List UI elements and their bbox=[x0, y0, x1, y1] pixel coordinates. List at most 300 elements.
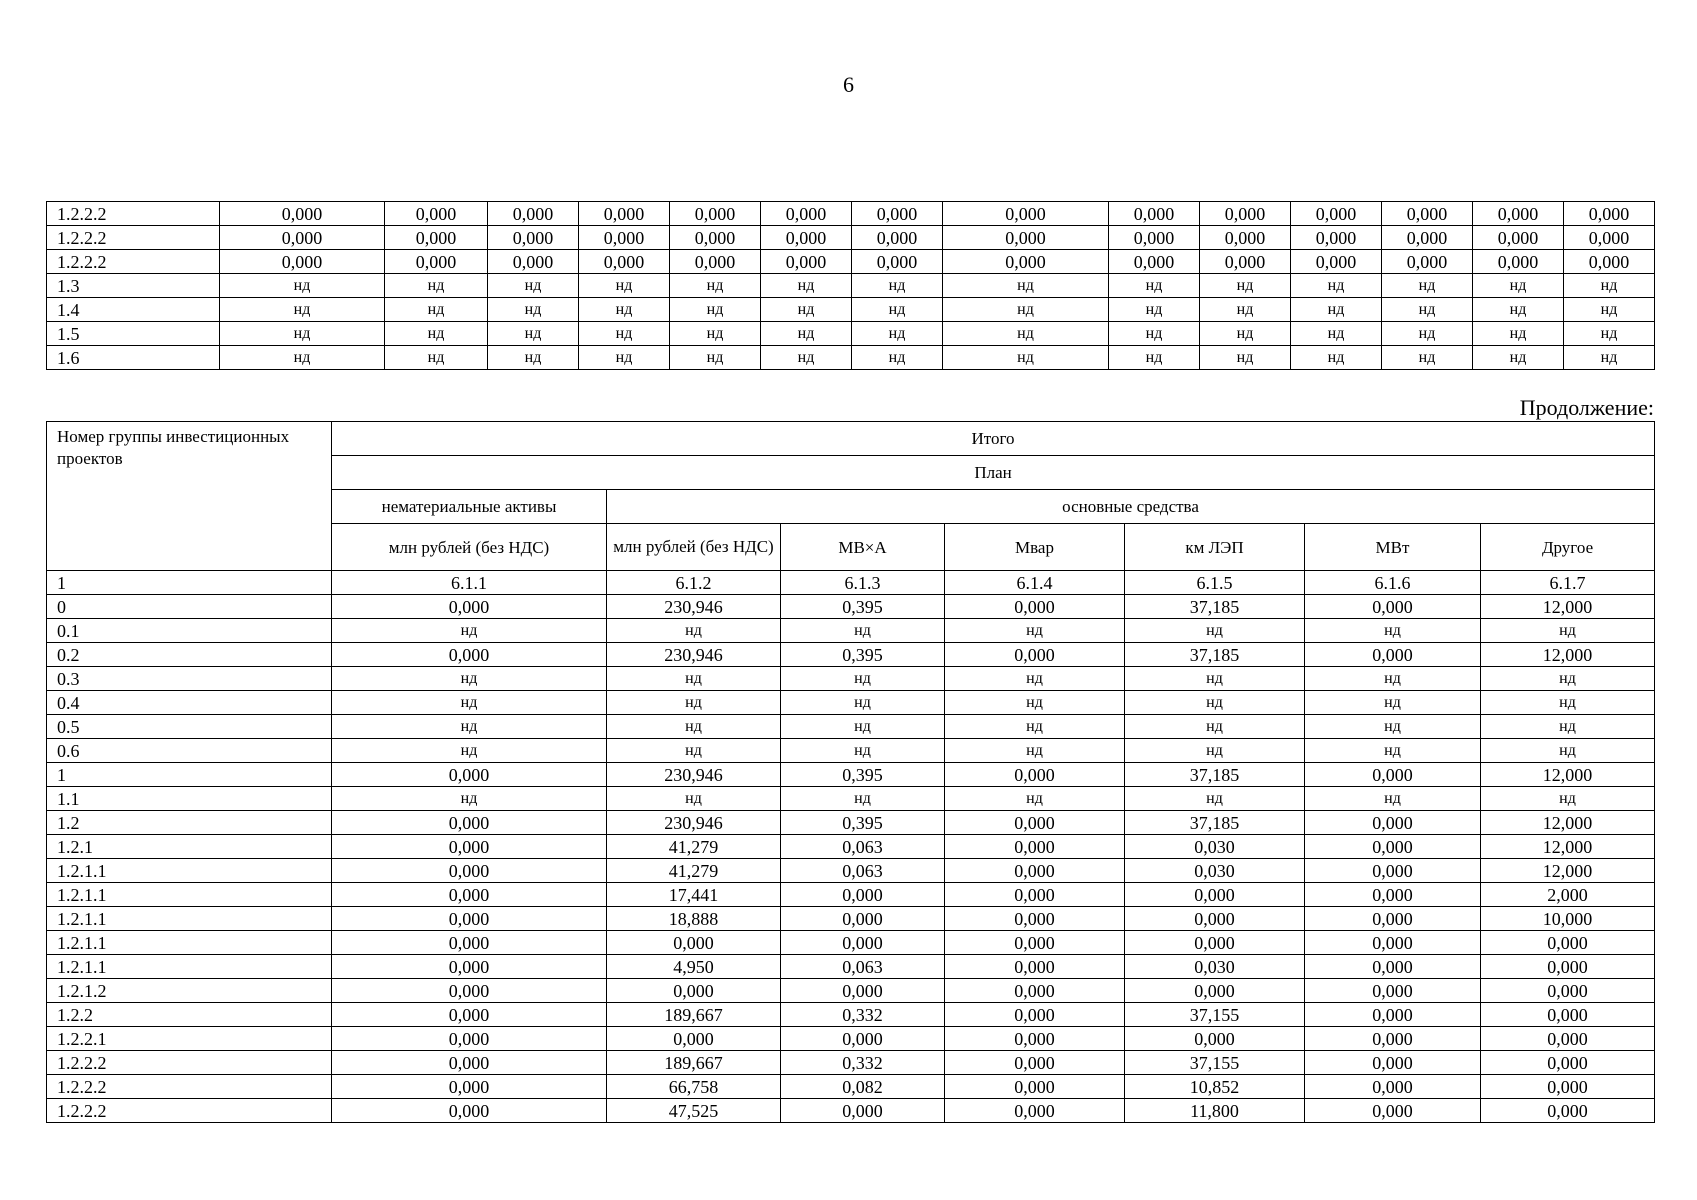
table-cell: 12,000 bbox=[1481, 595, 1655, 619]
row-label-cell: 0.3 bbox=[47, 667, 332, 691]
table-row bbox=[47, 619, 1655, 643]
table-cell: 0,000 bbox=[332, 1027, 607, 1051]
row-label-cell: 1.5 bbox=[47, 322, 220, 346]
table-cell: 0,000 bbox=[1305, 883, 1481, 907]
table-cell: 0,000 bbox=[332, 1075, 607, 1099]
table-cell: нд bbox=[579, 322, 670, 346]
row-label-cell: 0 bbox=[47, 595, 332, 619]
table-cell: 10,852 bbox=[1125, 1075, 1305, 1099]
table-cell: 0,000 bbox=[945, 1099, 1125, 1123]
group-number-header: Номер группы инвестиционных проектов bbox=[47, 422, 332, 571]
table-cell: нд bbox=[1305, 787, 1481, 811]
table-cell: 189,667 bbox=[607, 1051, 781, 1075]
table-cell: 0,000 bbox=[1305, 1099, 1481, 1123]
table-cell: 0,000 bbox=[1109, 202, 1200, 226]
unit-header: млн рублей (без НДС) bbox=[607, 524, 781, 571]
table-cell: нд bbox=[670, 322, 761, 346]
unit-header: МВт bbox=[1305, 524, 1481, 571]
main-data-table bbox=[46, 421, 1655, 1123]
table-cell: нд bbox=[1291, 274, 1382, 298]
table-cell: нд bbox=[332, 715, 607, 739]
table-cell: 37,185 bbox=[1125, 763, 1305, 787]
table-cell: 0,000 bbox=[220, 226, 385, 250]
table-cell: 0,000 bbox=[1200, 226, 1291, 250]
table-cell: 0,000 bbox=[607, 931, 781, 955]
table-cell: 0,000 bbox=[1481, 1075, 1655, 1099]
table-cell: 0,000 bbox=[1109, 226, 1200, 250]
table-cell: 6.1.6 bbox=[1305, 571, 1481, 595]
row-label-cell: 1.2.2.2 bbox=[47, 250, 220, 274]
table-cell: нд bbox=[670, 346, 761, 370]
table-cell: нд bbox=[332, 619, 607, 643]
table-cell: 0,030 bbox=[1125, 835, 1305, 859]
table-cell: 0,000 bbox=[1305, 955, 1481, 979]
table-cell: 0,000 bbox=[332, 595, 607, 619]
table-cell: 0,000 bbox=[1564, 202, 1655, 226]
table-cell: 0,000 bbox=[945, 811, 1125, 835]
table-cell: 0,000 bbox=[945, 595, 1125, 619]
table-cell: нд bbox=[1125, 667, 1305, 691]
table-cell: нд bbox=[488, 322, 579, 346]
row-label-cell: 1.2.1.2 bbox=[47, 979, 332, 1003]
table-cell: 12,000 bbox=[1481, 811, 1655, 835]
table-cell: 0,000 bbox=[1305, 1075, 1481, 1099]
table-cell: нд bbox=[781, 739, 945, 763]
table-row bbox=[47, 667, 1655, 691]
table-cell: 18,888 bbox=[607, 907, 781, 931]
table-cell: нд bbox=[1481, 691, 1655, 715]
table-cell: нд bbox=[781, 787, 945, 811]
page-number: 6 bbox=[843, 72, 854, 97]
table-cell: 0,000 bbox=[1125, 931, 1305, 955]
row-label-cell: 1.2.2.2 bbox=[47, 226, 220, 250]
table-cell: нд bbox=[945, 715, 1125, 739]
table-row bbox=[47, 859, 1655, 883]
table-cell: 230,946 bbox=[607, 763, 781, 787]
table-cell: нд bbox=[1305, 619, 1481, 643]
table-row bbox=[47, 346, 1655, 370]
table-cell: нд bbox=[488, 274, 579, 298]
table-cell: 0,000 bbox=[1125, 907, 1305, 931]
table-cell: 6.1.3 bbox=[781, 571, 945, 595]
table-cell: нд bbox=[781, 691, 945, 715]
table-cell: нд bbox=[1125, 619, 1305, 643]
table-cell: 0,000 bbox=[220, 202, 385, 226]
table-cell: 10,000 bbox=[1481, 907, 1655, 931]
table-cell: 0,000 bbox=[761, 250, 852, 274]
table-row bbox=[47, 1003, 1655, 1027]
table-cell: нд bbox=[579, 298, 670, 322]
fixed-assets-header: основные средства bbox=[607, 490, 1655, 524]
table-cell: нд bbox=[607, 787, 781, 811]
table-cell: 0,000 bbox=[332, 931, 607, 955]
table-row bbox=[47, 1051, 1655, 1075]
table-cell: нд bbox=[852, 346, 943, 370]
intangible-assets-header: нематериальные активы bbox=[332, 490, 607, 524]
table-cell: нд bbox=[332, 691, 607, 715]
table-cell: 0,000 bbox=[488, 250, 579, 274]
table-cell: 0,000 bbox=[1125, 1027, 1305, 1051]
row-label-cell: 1.2.1.1 bbox=[47, 955, 332, 979]
table-cell: нд bbox=[1473, 346, 1564, 370]
table-cell: 230,946 bbox=[607, 595, 781, 619]
table-row bbox=[47, 979, 1655, 1003]
table-cell: 0,332 bbox=[781, 1051, 945, 1075]
row-label-cell: 1.3 bbox=[47, 274, 220, 298]
table-cell: нд bbox=[1109, 298, 1200, 322]
table-cell: 0,000 bbox=[332, 763, 607, 787]
table-row bbox=[47, 715, 1655, 739]
table-row bbox=[47, 1075, 1655, 1099]
table-row bbox=[47, 1027, 1655, 1051]
table-cell: 0,000 bbox=[332, 883, 607, 907]
unit-header: Мвар bbox=[945, 524, 1125, 571]
table-cell: нд bbox=[607, 619, 781, 643]
row-label-cell: 1.2.1.1 bbox=[47, 859, 332, 883]
table-cell: 47,525 bbox=[607, 1099, 781, 1123]
table-cell: 0,000 bbox=[945, 1027, 1125, 1051]
table-cell: нд bbox=[607, 739, 781, 763]
row-label-cell: 1.2.2.2 bbox=[47, 1051, 332, 1075]
table-cell: 0,000 bbox=[332, 1051, 607, 1075]
continuation-label: Продолжение: bbox=[1519, 395, 1654, 420]
table-cell: 0,000 bbox=[385, 202, 488, 226]
table-cell: нд bbox=[945, 739, 1125, 763]
table-cell: 0,000 bbox=[1564, 250, 1655, 274]
plan-header: План bbox=[332, 456, 1655, 490]
table-cell: нд bbox=[1481, 667, 1655, 691]
row-label-cell: 1.2.1.1 bbox=[47, 883, 332, 907]
table-cell: нд bbox=[1564, 346, 1655, 370]
table-cell: нд bbox=[761, 298, 852, 322]
table-row bbox=[47, 955, 1655, 979]
unit-header: Другое bbox=[1481, 524, 1655, 571]
table-cell: 0,000 bbox=[1481, 955, 1655, 979]
table-row bbox=[47, 322, 1655, 346]
table-cell: 0,082 bbox=[781, 1075, 945, 1099]
table-cell: 0,000 bbox=[1481, 1027, 1655, 1051]
row-label-cell: 1.2 bbox=[47, 811, 332, 835]
table-cell: нд bbox=[607, 667, 781, 691]
table-cell: нд bbox=[852, 322, 943, 346]
table-cell: 0,000 bbox=[781, 907, 945, 931]
table-cell: нд bbox=[1481, 739, 1655, 763]
table-cell: 0,395 bbox=[781, 811, 945, 835]
table-cell: нд bbox=[385, 346, 488, 370]
table-row bbox=[47, 787, 1655, 811]
table-cell: 0,000 bbox=[1481, 1099, 1655, 1123]
table-cell: нд bbox=[1305, 739, 1481, 763]
table-cell: нд bbox=[761, 322, 852, 346]
row-label-cell: 1.2.1 bbox=[47, 835, 332, 859]
table-cell: 6.1.1 bbox=[332, 571, 607, 595]
table-cell: нд bbox=[945, 667, 1125, 691]
table-cell: 0,000 bbox=[1200, 250, 1291, 274]
table-cell: нд bbox=[945, 691, 1125, 715]
table-cell: 0,000 bbox=[607, 979, 781, 1003]
table-cell: 12,000 bbox=[1481, 859, 1655, 883]
table-cell: нд bbox=[385, 298, 488, 322]
table-cell: 0,000 bbox=[1305, 1051, 1481, 1075]
table-row bbox=[47, 907, 1655, 931]
total-header: Итого bbox=[332, 422, 1655, 456]
table-cell: нд bbox=[1109, 322, 1200, 346]
table-cell: нд bbox=[1125, 739, 1305, 763]
table-cell: нд bbox=[1382, 298, 1473, 322]
table-row bbox=[47, 1099, 1655, 1123]
table-cell: 0,000 bbox=[1564, 226, 1655, 250]
row-label-cell: 0.6 bbox=[47, 739, 332, 763]
table-cell: 66,758 bbox=[607, 1075, 781, 1099]
row-label-cell: 0.2 bbox=[47, 643, 332, 667]
table-cell: 0,000 bbox=[332, 979, 607, 1003]
table-cell: нд bbox=[1125, 691, 1305, 715]
table-cell: 37,155 bbox=[1125, 1051, 1305, 1075]
table-cell: 0,000 bbox=[385, 226, 488, 250]
table-row bbox=[47, 643, 1655, 667]
table-row bbox=[47, 202, 1655, 226]
table-cell: 37,185 bbox=[1125, 643, 1305, 667]
table-cell: нд bbox=[781, 667, 945, 691]
table-cell: нд bbox=[607, 691, 781, 715]
row-label-cell: 1.2.2.2 bbox=[47, 1099, 332, 1123]
table-cell: нд bbox=[579, 346, 670, 370]
row-label-cell: 1.6 bbox=[47, 346, 220, 370]
table-cell: 0,000 bbox=[781, 1099, 945, 1123]
table-cell: нд bbox=[332, 787, 607, 811]
table-cell: нд bbox=[781, 619, 945, 643]
table-cell: 0,000 bbox=[1305, 595, 1481, 619]
table-cell: 0,000 bbox=[1473, 202, 1564, 226]
table-cell: 0,000 bbox=[579, 226, 670, 250]
row-label-cell: 0.5 bbox=[47, 715, 332, 739]
table-cell: 0,000 bbox=[1481, 1003, 1655, 1027]
table-cell: 0,000 bbox=[945, 955, 1125, 979]
table-cell: 0,000 bbox=[1305, 1027, 1481, 1051]
table-cell: 0,000 bbox=[1125, 883, 1305, 907]
table-cell: 0,000 bbox=[1305, 811, 1481, 835]
table-cell: 0,000 bbox=[1382, 202, 1473, 226]
table-row bbox=[47, 931, 1655, 955]
table-cell: нд bbox=[1109, 274, 1200, 298]
row-label-cell: 1.2.1.1 bbox=[47, 931, 332, 955]
unit-header: км ЛЭП bbox=[1125, 524, 1305, 571]
table-cell: 0,395 bbox=[781, 595, 945, 619]
table-cell: 0,000 bbox=[781, 979, 945, 1003]
table-cell: 0,030 bbox=[1125, 859, 1305, 883]
table-cell: нд bbox=[1109, 346, 1200, 370]
table-cell: нд bbox=[332, 739, 607, 763]
table-cell: нд bbox=[1125, 715, 1305, 739]
table-cell: нд bbox=[488, 346, 579, 370]
table-cell: 0,000 bbox=[945, 931, 1125, 955]
table-cell: 37,185 bbox=[1125, 811, 1305, 835]
table-cell: 0,000 bbox=[1481, 979, 1655, 1003]
table-cell: 0,000 bbox=[945, 763, 1125, 787]
table-row bbox=[47, 691, 1655, 715]
table-cell: нд bbox=[332, 667, 607, 691]
table-cell: 0,332 bbox=[781, 1003, 945, 1027]
table-row bbox=[47, 298, 1655, 322]
table-cell: 0,000 bbox=[1200, 202, 1291, 226]
table-cell: 230,946 bbox=[607, 643, 781, 667]
table-cell: 0,000 bbox=[1481, 931, 1655, 955]
row-label-cell: 0.4 bbox=[47, 691, 332, 715]
table-cell: нд bbox=[1291, 322, 1382, 346]
table-cell: 0,000 bbox=[332, 835, 607, 859]
table-cell: нд bbox=[220, 346, 385, 370]
table-cell: 0,000 bbox=[1382, 250, 1473, 274]
table-cell: 17,441 bbox=[607, 883, 781, 907]
row-label-cell: 1 bbox=[47, 763, 332, 787]
table-cell: нд bbox=[670, 274, 761, 298]
table-cell: нд bbox=[385, 322, 488, 346]
table-cell: нд bbox=[1382, 274, 1473, 298]
table-row bbox=[47, 595, 1655, 619]
top-data-table bbox=[46, 201, 1655, 370]
table-cell: нд bbox=[781, 715, 945, 739]
row-label-cell: 1.2.2.1 bbox=[47, 1027, 332, 1051]
table-cell: 0,000 bbox=[1473, 250, 1564, 274]
table-cell: 0,395 bbox=[781, 643, 945, 667]
table-cell: нд bbox=[943, 274, 1109, 298]
table-cell: 0,000 bbox=[1305, 1003, 1481, 1027]
table-cell: 37,185 bbox=[1125, 595, 1305, 619]
table-cell: 0,000 bbox=[332, 811, 607, 835]
table-cell: 0,000 bbox=[781, 883, 945, 907]
table-cell: нд bbox=[1564, 274, 1655, 298]
table-cell: нд bbox=[761, 346, 852, 370]
table-cell: нд bbox=[1291, 298, 1382, 322]
table-row bbox=[47, 835, 1655, 859]
table-cell: 0,000 bbox=[1305, 859, 1481, 883]
table-cell: нд bbox=[852, 274, 943, 298]
table-cell: 0,000 bbox=[761, 226, 852, 250]
table-cell: нд bbox=[1125, 787, 1305, 811]
table-cell: нд bbox=[1473, 274, 1564, 298]
table-cell: 0,000 bbox=[1125, 979, 1305, 1003]
table-cell: нд bbox=[1481, 787, 1655, 811]
table-row bbox=[47, 739, 1655, 763]
table-cell: 0,000 bbox=[945, 883, 1125, 907]
table-cell: 0,000 bbox=[488, 202, 579, 226]
table-cell: нд bbox=[943, 298, 1109, 322]
table-cell: 0,000 bbox=[488, 226, 579, 250]
table-cell: 0,000 bbox=[670, 250, 761, 274]
row-label-cell: 1.2.1.1 bbox=[47, 907, 332, 931]
table-cell: нд bbox=[1382, 346, 1473, 370]
table-cell: 0,000 bbox=[945, 907, 1125, 931]
row-label-cell: 1 bbox=[47, 571, 332, 595]
row-label-cell: 1.4 bbox=[47, 298, 220, 322]
table-cell: нд bbox=[385, 274, 488, 298]
table-cell: 0,000 bbox=[945, 643, 1125, 667]
table-cell: нд bbox=[1200, 274, 1291, 298]
table-cell: нд bbox=[852, 298, 943, 322]
table-cell: 0,000 bbox=[1305, 835, 1481, 859]
table-cell: нд bbox=[488, 298, 579, 322]
row-label-cell: 1.2.2.2 bbox=[47, 202, 220, 226]
table-cell: 11,800 bbox=[1125, 1099, 1305, 1123]
table-cell: нд bbox=[1481, 715, 1655, 739]
table-cell: 41,279 bbox=[607, 835, 781, 859]
table-cell: 0,000 bbox=[945, 1051, 1125, 1075]
table-cell: нд bbox=[1564, 322, 1655, 346]
row-label-cell: 1.2.2.2 bbox=[47, 1075, 332, 1099]
table-row bbox=[47, 274, 1655, 298]
table-cell: 4,950 bbox=[607, 955, 781, 979]
table-cell: нд bbox=[1305, 715, 1481, 739]
table-row bbox=[47, 226, 1655, 250]
table-cell: 0,000 bbox=[1305, 763, 1481, 787]
table-cell: нд bbox=[1473, 298, 1564, 322]
table-cell: нд bbox=[220, 274, 385, 298]
table-cell: 0,000 bbox=[1291, 202, 1382, 226]
table-cell: 0,000 bbox=[1305, 907, 1481, 931]
table-cell: 0,000 bbox=[781, 1027, 945, 1051]
table-cell: нд bbox=[1305, 667, 1481, 691]
table-cell: 0,000 bbox=[852, 202, 943, 226]
table-cell: 0,000 bbox=[1305, 931, 1481, 955]
table-cell: 0,000 bbox=[332, 1003, 607, 1027]
table-cell: нд bbox=[1200, 298, 1291, 322]
table-cell: 0,000 bbox=[579, 250, 670, 274]
table-cell: 0,000 bbox=[670, 202, 761, 226]
table-cell: нд bbox=[670, 298, 761, 322]
table-row bbox=[47, 763, 1655, 787]
table-cell: 0,000 bbox=[943, 202, 1109, 226]
table-cell: 0,000 bbox=[332, 1099, 607, 1123]
table-cell: 0,063 bbox=[781, 955, 945, 979]
table-cell: 37,155 bbox=[1125, 1003, 1305, 1027]
table-cell: 0,000 bbox=[1473, 226, 1564, 250]
table-cell: 0,000 bbox=[945, 859, 1125, 883]
table-cell: 0,000 bbox=[385, 250, 488, 274]
table-cell: 0,000 bbox=[332, 643, 607, 667]
table-cell: нд bbox=[220, 298, 385, 322]
table-cell: 12,000 bbox=[1481, 763, 1655, 787]
table-cell: нд bbox=[945, 787, 1125, 811]
table-cell: 0,000 bbox=[852, 226, 943, 250]
table-cell: 0,063 bbox=[781, 859, 945, 883]
table-cell: нд bbox=[1200, 322, 1291, 346]
table-row bbox=[47, 571, 1655, 595]
table-cell: нд bbox=[761, 274, 852, 298]
table-cell: 0,000 bbox=[945, 1075, 1125, 1099]
table-cell: 0,000 bbox=[1291, 250, 1382, 274]
table-cell: нд bbox=[1473, 322, 1564, 346]
table-cell: 0,000 bbox=[852, 250, 943, 274]
table-cell: 12,000 bbox=[1481, 835, 1655, 859]
table-cell: 0,000 bbox=[1382, 226, 1473, 250]
table-cell: 0,000 bbox=[607, 1027, 781, 1051]
table-cell: 0,000 bbox=[220, 250, 385, 274]
table-cell: 0,000 bbox=[945, 979, 1125, 1003]
table-cell: нд bbox=[945, 619, 1125, 643]
table-cell: нд bbox=[1291, 346, 1382, 370]
table-cell: 2,000 bbox=[1481, 883, 1655, 907]
table-cell: 0,000 bbox=[332, 907, 607, 931]
table-cell: 0,000 bbox=[943, 226, 1109, 250]
table-cell: 0,000 bbox=[943, 250, 1109, 274]
table-row bbox=[47, 811, 1655, 835]
table-cell: 0,000 bbox=[945, 1003, 1125, 1027]
table-cell: 6.1.7 bbox=[1481, 571, 1655, 595]
row-label-cell: 1.2.2 bbox=[47, 1003, 332, 1027]
table-cell: 41,279 bbox=[607, 859, 781, 883]
table-cell: нд bbox=[943, 346, 1109, 370]
table-cell: 189,667 bbox=[607, 1003, 781, 1027]
